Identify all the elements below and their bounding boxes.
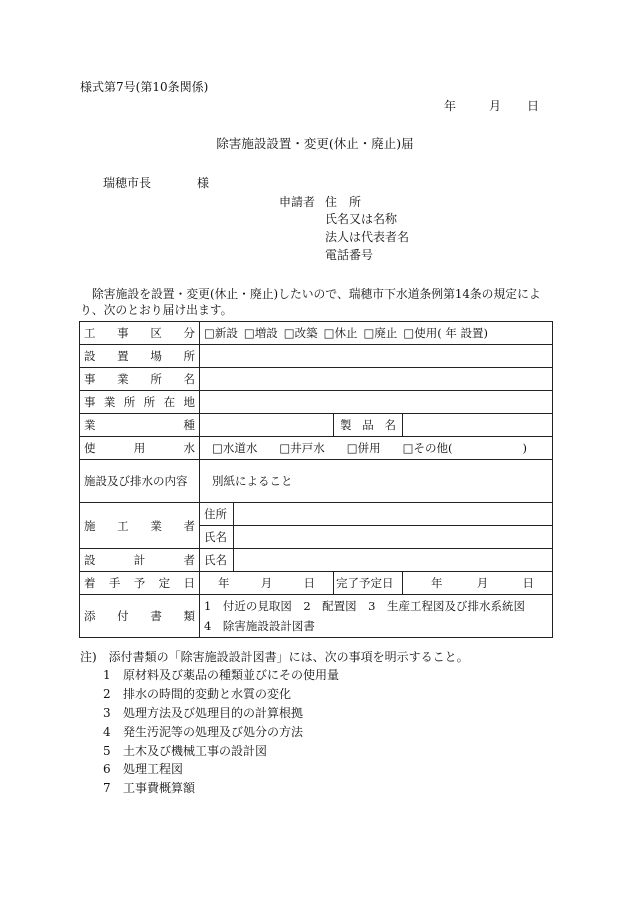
applicant-label: 申請者 <box>279 195 316 209</box>
product-name-value[interactable] <box>403 414 553 437</box>
day-label: 日 <box>527 99 540 113</box>
form-number: 様式第7号(第10条関係) <box>80 80 209 94</box>
attachments-list <box>200 595 553 638</box>
row-attachments <box>80 595 553 638</box>
notes-heading: 注) 添付書類の「除害施設設計図書」には、次の事項を明示すること。 <box>80 650 469 664</box>
label-attachments: 添 付 書 類 <box>80 595 200 638</box>
label-contractor: 施 工 業 者 <box>80 503 200 549</box>
checkbox-new[interactable]: □新設 <box>204 326 238 340</box>
row-designer <box>80 549 553 572</box>
label-contractor-address: 住所 <box>200 503 234 526</box>
checkbox-expand[interactable]: □増設 <box>243 326 278 340</box>
checkbox-tap-water[interactable]: □水道水 <box>212 441 258 455</box>
water-use-options <box>200 437 553 460</box>
header-date <box>444 99 539 113</box>
label-start-date: 着 手 予 定 日 <box>80 572 200 595</box>
checkbox-use[interactable]: □使用( 年 設置) <box>403 326 489 340</box>
row-work-category <box>80 322 553 345</box>
label-water-use: 使 用 水 <box>80 437 200 460</box>
row-install-location <box>80 345 553 368</box>
office-name-value[interactable] <box>200 368 553 391</box>
completion-date-value[interactable]: 年 月 日 <box>403 572 553 595</box>
designer-name-value[interactable] <box>234 549 553 572</box>
contractor-address-value[interactable] <box>234 503 553 526</box>
checkbox-other[interactable]: □その他( <box>402 441 453 455</box>
document-title: 除害施設設置・変更(休止・廃止)届 <box>216 136 414 151</box>
addressee-name: 瑞穂市長 <box>103 176 152 190</box>
business-type-value[interactable] <box>200 414 334 437</box>
attachments-line-1: 1 付近の見取図 2 配置図 3 生産工程図及び排水系統図 <box>204 599 525 613</box>
install-location-value[interactable] <box>200 345 553 368</box>
year-label: 年 <box>444 99 457 113</box>
note-item: 5 土木及び機械工事の設計図 <box>103 744 268 758</box>
checkbox-rebuild[interactable]: □改築 <box>283 326 318 340</box>
label-designer: 設 計 者 <box>80 549 200 572</box>
work-category-options <box>200 322 553 345</box>
checkbox-combined[interactable]: □併用 <box>346 441 381 455</box>
contractor-name-value[interactable] <box>234 526 553 549</box>
month-label: 月 <box>489 99 502 113</box>
checkbox-abolish[interactable]: □廃止 <box>363 326 398 340</box>
addressee-honorific: 様 <box>197 176 210 190</box>
addressee <box>103 176 209 190</box>
facility-content-value: 別紙によること <box>200 460 553 503</box>
statement-text: 除害施設を設置・変更(休止・廃止)したいので、瑞穂市下水道条例第14条の規定により、次のとおり届け出ます。 <box>80 287 541 317</box>
row-contractor-address <box>80 503 553 526</box>
other-close-paren: ) <box>522 441 527 455</box>
checkbox-suspend[interactable]: □休止 <box>323 326 358 340</box>
label-designer-name: 氏名 <box>200 549 234 572</box>
attachments-line-2: 4 除害施設設計図書 <box>204 619 315 633</box>
note-item: 7 工事費概算額 <box>103 781 196 795</box>
notification-form-table <box>79 321 553 638</box>
checkbox-well-water[interactable]: □井戸水 <box>279 441 325 455</box>
label-facility-content: 施設及び排水の内容 <box>80 460 200 503</box>
label-install-location: 設 置 場 所 <box>80 345 200 368</box>
row-facility-content <box>80 460 553 503</box>
row-water-use <box>80 437 553 460</box>
row-office-address <box>80 391 553 414</box>
applicant-phone-field: 電話番号 <box>325 248 374 262</box>
row-business-type <box>80 414 553 437</box>
applicant-address-field: 住 所 <box>325 195 362 209</box>
note-item: 3 処理方法及び処理目的の計算根拠 <box>103 706 304 720</box>
note-item: 1 原材料及び薬品の種類並びにその使用量 <box>103 668 340 682</box>
label-office-name: 事 業 所 名 <box>80 368 200 391</box>
label-completion-date: 完了予定日 <box>334 572 403 595</box>
label-business-type: 業 種 <box>80 414 200 437</box>
note-item: 6 処理工程図 <box>103 762 184 776</box>
notes-section <box>80 649 469 665</box>
note-item: 4 発生汚泥等の処理及び処分の方法 <box>103 725 304 739</box>
applicant-name-field: 氏名又は名称 <box>325 212 398 226</box>
office-address-value[interactable] <box>200 391 553 414</box>
label-work-category: 工 事 区 分 <box>80 322 200 345</box>
applicant-representative-field: 法人は代表者名 <box>325 230 410 244</box>
row-start-date <box>80 572 553 595</box>
note-item: 2 排水の時間的変動と水質の変化 <box>103 687 292 701</box>
label-office-address: 事 業 所 所 在 地 <box>80 391 200 414</box>
start-date-value[interactable]: 年 月 日 <box>200 572 334 595</box>
label-product-name: 製 品 名 <box>334 414 403 437</box>
row-office-name <box>80 368 553 391</box>
label-contractor-name: 氏名 <box>200 526 234 549</box>
